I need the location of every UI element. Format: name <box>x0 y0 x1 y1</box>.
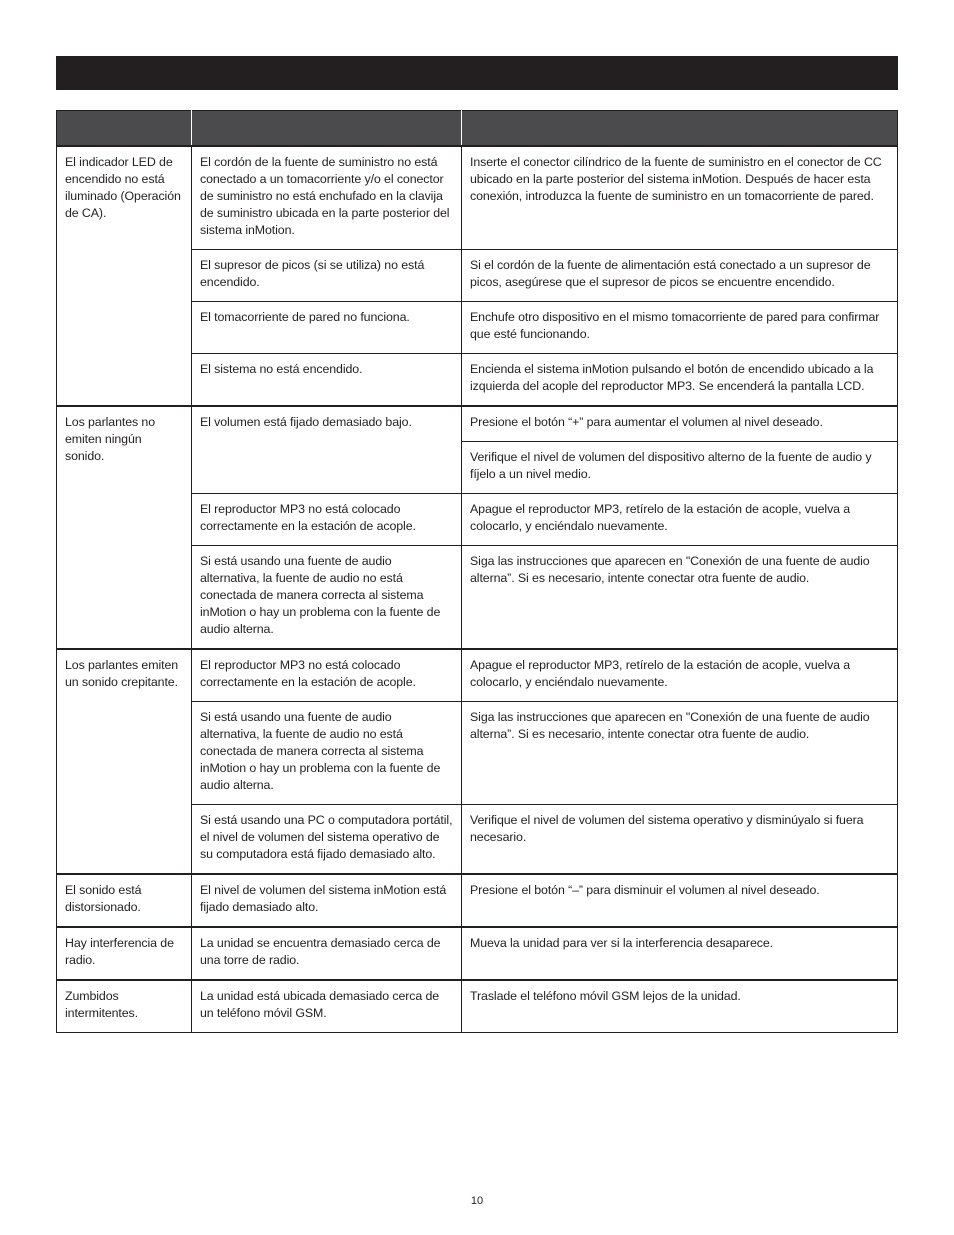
problem-cell: Los parlantes emiten un sonido crepitante. <box>57 649 192 874</box>
header-row <box>57 111 898 147</box>
cause-cell: El reproductor MP3 no está colocado correctamente en la estación de acople. <box>192 649 462 702</box>
problem-cell: Hay interferencia de radio. <box>57 927 192 980</box>
table-row <box>57 649 898 702</box>
cause-cell: El tomacorriente de pared no funciona. <box>192 302 462 354</box>
cause-cell: El reproductor MP3 no está colocado correctamente en la estación de acople. <box>192 494 462 546</box>
table-row <box>57 406 898 442</box>
cause-cell: El volumen está fijado demasiado bajo. <box>192 406 462 494</box>
problem-cell: El indicador LED de encendido no está iluminado (Operación de CA). <box>57 146 192 406</box>
table-row <box>57 146 898 250</box>
cause-cell: La unidad está ubicada demasiado cerca de un teléfono móvil GSM. <box>192 980 462 1033</box>
cause-cell: La unidad se encuentra demasiado cerca de una torre de radio. <box>192 927 462 980</box>
solution-cell: Enchufe otro dispositivo en el mismo tomacorriente de pared para confirmar que esté funcionando. <box>462 302 898 354</box>
cause-cell: Si está usando una fuente de audio alternativa, la fuente de audio no está conectada de manera correcta al sistema inMotion o hay un problema con la fuente de audio alterna. <box>192 702 462 805</box>
solution-cell: Presione el botón “+” para aumentar el volumen al nivel deseado. <box>462 406 898 442</box>
table-row <box>57 980 898 1033</box>
cause-cell: Si está usando una PC o computadora portátil, el nivel de volumen del sistema operativo de su computadora está fijado demasiado alto. <box>192 805 462 875</box>
solution-cell: Encienda el sistema inMotion pulsando el botón de encendido ubicado a la izquierda del acople del reproductor MP3. Se encenderá la pantalla LCD. <box>462 354 898 407</box>
troubleshooting-table <box>56 110 898 1033</box>
solution-cell: Siga las instrucciones que aparecen en "Conexión de una fuente de audio alterna”. Si es necesario, intente conectar otra fuente de audio. <box>462 702 898 805</box>
solution-cell: Presione el botón “–” para disminuir el volumen al nivel deseado. <box>462 874 898 927</box>
cause-cell: Si está usando una fuente de audio alternativa, la fuente de audio no está conectada de manera correcta al sistema inMotion o hay un problema con la fuente de audio alterna. <box>192 546 462 650</box>
table-row <box>57 927 898 980</box>
problem-cell: Zumbidos intermitentes. <box>57 980 192 1033</box>
problem-cell: El sonido está distorsionado. <box>57 874 192 927</box>
table-header <box>57 111 898 147</box>
header-cause <box>192 111 462 147</box>
solution-cell: Verifique el nivel de volumen del dispositivo alterno de la fuente de audio y fíjelo a un nivel medio. <box>462 442 898 494</box>
solution-cell: Siga las instrucciones que aparecen en "Conexión de una fuente de audio alterna”. Si es necesario, intente conectar otra fuente de audio. <box>462 546 898 650</box>
page-number: 10 <box>470 1195 484 1207</box>
solution-cell: Si el cordón de la fuente de alimentación está conectado a un supresor de picos, asegúrese que el supresor de picos se encuentre encendido. <box>462 250 898 302</box>
header-problem <box>57 111 192 147</box>
section-title-bar <box>56 56 898 90</box>
solution-cell: Traslade el teléfono móvil GSM lejos de la unidad. <box>462 980 898 1033</box>
solution-cell: Apague el reproductor MP3, retírelo de la estación de acople, vuelva a colocarlo, y enciéndalo nuevamente. <box>462 494 898 546</box>
cause-cell: El nivel de volumen del sistema inMotion está fijado demasiado alto. <box>192 874 462 927</box>
cause-cell: El sistema no está encendido. <box>192 354 462 407</box>
header-solution <box>462 111 898 147</box>
solution-cell: Verifique el nivel de volumen del sistema operativo y disminúyalo si fuera necesario. <box>462 805 898 875</box>
solution-cell: Apague el reproductor MP3, retírelo de la estación de acople, vuelva a colocarlo, y enciéndalo nuevamente. <box>462 649 898 702</box>
table-body <box>57 146 898 1033</box>
table-row <box>57 874 898 927</box>
problem-cell: Los parlantes no emiten ningún sonido. <box>57 406 192 649</box>
cause-cell: El cordón de la fuente de suministro no está conectado a un tomacorriente y/o el conector de suministro no está enchufado en la clavija de suministro ubicada en la parte posterior del sistema inMotion. <box>192 146 462 250</box>
solution-cell: Mueva la unidad para ver si la interferencia desaparece. <box>462 927 898 980</box>
cause-cell: El supresor de picos (si se utiliza) no está encendido. <box>192 250 462 302</box>
solution-cell: Inserte el conector cilíndrico de la fuente de suministro en el conector de CC ubicado en la parte posterior del sistema inMotion. Después de hacer esta conexión, introduzca la fuente de suministro en un tomacorriente de pared. <box>462 146 898 250</box>
